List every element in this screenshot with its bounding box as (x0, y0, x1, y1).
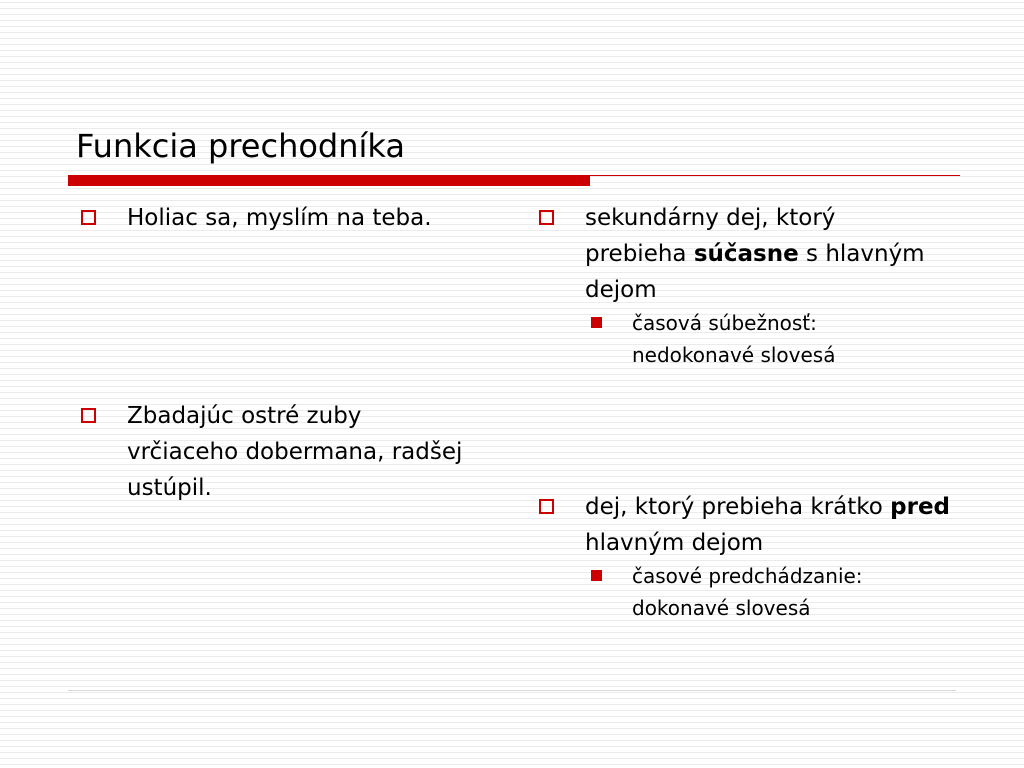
right-bullet-1-text-after: s hlavným dejom (585, 241, 925, 303)
title-underline-thick (68, 175, 590, 186)
hollow-square-bullet-icon (81, 210, 96, 225)
hollow-square-bullet-icon (539, 210, 554, 225)
right-bullet-2-text-before: dej, ktorý prebieha krátko (585, 494, 891, 520)
right-bullet-2-text-after: hlavným dejom (585, 530, 764, 556)
left-bullet-1-text: Holiac sa, myslím na teba. (127, 205, 432, 231)
right-bullet-2-emphasis: pred (890, 494, 951, 520)
filled-square-bullet-icon (591, 317, 602, 328)
hollow-square-bullet-icon (539, 499, 554, 514)
right-sub-bullet-2-text: časové predchádzanie: dokonavé slovesá (632, 564, 863, 620)
right-bullet-1-emphasis: súčasne (693, 241, 799, 267)
right-sub-bullet-1 (632, 307, 932, 371)
right-bullet-2 (585, 489, 965, 561)
right-bullet-1-text (585, 200, 925, 308)
filled-square-bullet-icon (591, 570, 602, 581)
right-bullet-1-text-before: sekundárny dej, ktorý prebieha (585, 205, 836, 267)
right-sub-bullet-2 (632, 560, 942, 624)
left-bullet-2-text: Zbadajúc ostré zuby vrčiaceho dobermana, radšej ustúpil. (127, 403, 463, 501)
right-bullet-2-text (585, 489, 965, 561)
left-bullet-2 (127, 398, 472, 506)
right-sub-bullet-1-text: časová súbežnosť: nedokonavé slovesá (632, 311, 836, 367)
right-bullet-1 (585, 200, 925, 308)
hollow-square-bullet-icon (81, 408, 96, 423)
title-underline (68, 172, 960, 186)
left-bullet-1 (127, 200, 472, 236)
footer-divider (68, 690, 956, 691)
slide-title: Funkcia prechodníka (76, 127, 405, 165)
